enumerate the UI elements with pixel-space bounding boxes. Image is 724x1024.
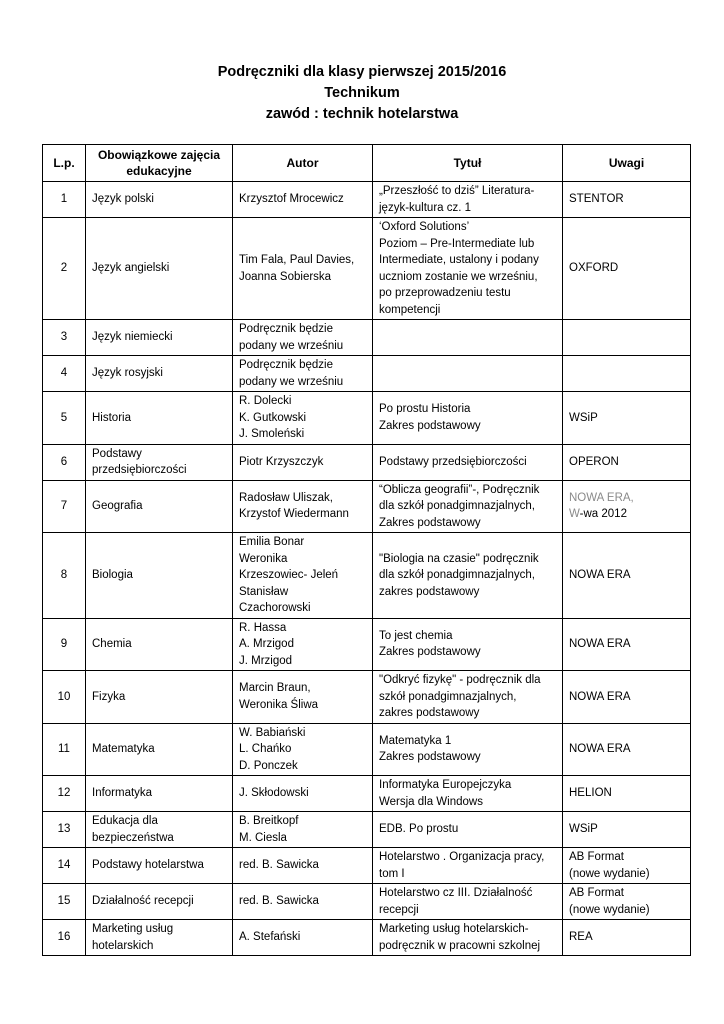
lp-cell: [43, 723, 86, 776]
subject-cell-text: Język niemiecki: [92, 331, 173, 344]
title-cell-text: "Biologia na czasie" podręcznik dla szkół ponadgimnazjalnych, zakres podstawowy: [379, 552, 539, 598]
table-row: [43, 671, 691, 724]
subject-cell: [86, 848, 233, 884]
title-cell-text: Hotelarstwo cz III. Działalność recepcji: [379, 887, 533, 916]
notes-cell: [563, 848, 691, 884]
lp-cell: [43, 392, 86, 445]
title-cell: [373, 218, 563, 320]
lp-cell-text: 3: [60, 331, 68, 344]
subject-cell: [86, 320, 233, 356]
notes-cell-text: WSiP: [569, 411, 598, 424]
notes-cell-text: NOWA ERA: [569, 743, 631, 755]
author-cell-text: red. B. Sawicka: [239, 895, 319, 908]
table-row: [43, 320, 691, 356]
header-notes: Uwagi: [563, 145, 691, 182]
title-cell: [373, 320, 563, 356]
title-cell: [373, 776, 563, 812]
notes-cell-text: AB Format (nowe wydanie): [569, 887, 650, 916]
notes-cell: [563, 723, 691, 776]
title-cell-text: “Oblicza geografii”-, Podręcznik dla szkół ponadgimnazjalnych, Zakres podstawowy: [379, 483, 540, 529]
author-cell: [233, 723, 373, 776]
table-row: [43, 920, 691, 956]
author-cell-text: W. Babiański L. Chańko D. Ponczek: [239, 726, 306, 772]
lp-cell-text: 11: [58, 743, 70, 755]
table-row: [43, 392, 691, 445]
notes-cell: [563, 444, 691, 480]
table-row: [43, 618, 691, 671]
lp-cell-text: 12: [57, 787, 71, 800]
subject-cell: [86, 671, 233, 724]
subject-cell-text: Informatyka: [92, 787, 153, 800]
title-cell: [373, 533, 563, 619]
subject-cell: [86, 444, 233, 480]
lp-cell: [43, 812, 86, 848]
table-row: [43, 444, 691, 480]
notes-cell: [563, 812, 691, 848]
lp-cell-text: 10: [57, 690, 71, 703]
lp-cell-text: 2: [60, 262, 68, 275]
author-cell: [233, 392, 373, 445]
title-cell-text: Po prostu Historia Zakres podstawowy: [379, 403, 481, 432]
lp-cell-text: 1: [60, 193, 68, 206]
subject-cell-text: Chemia: [92, 638, 132, 650]
notes-cell: [563, 920, 691, 956]
title-line-2: Technikum: [324, 85, 400, 101]
lp-cell-text: 4: [60, 367, 68, 380]
notes-cell-text: OPERON: [569, 455, 619, 468]
document-title: [0, 62, 724, 125]
notes-cell: [563, 392, 691, 445]
author-cell: [233, 920, 373, 956]
table-row: [43, 776, 691, 812]
subject-cell: [86, 884, 233, 920]
table-header-row: [43, 145, 691, 182]
author-cell-text: Radosław Uliszak, Krzystof Wiedermann: [239, 491, 349, 521]
notes-cell: [563, 218, 691, 320]
notes-publisher: NOWA ERA,: [569, 491, 634, 504]
author-cell: [233, 480, 373, 533]
author-cell: [233, 884, 373, 920]
subject-cell: [86, 392, 233, 445]
subject-cell-text: Podstawy hotelarstwa: [92, 859, 204, 872]
subject-cell: [86, 812, 233, 848]
subject-cell-text: Język rosyjski: [92, 367, 163, 380]
notes-cell-text: HELION: [569, 787, 612, 800]
lp-cell: [43, 444, 86, 480]
author-cell: [233, 533, 373, 619]
notes-cell: [563, 320, 691, 356]
lp-cell: [43, 618, 86, 671]
title-cell-text: "Odkryć fizykę" - podręcznik dla szkół ponadgimnazjalnych, zakres podstawowy: [379, 674, 541, 719]
lp-cell-text: 5: [60, 411, 68, 424]
textbook-table: [42, 144, 691, 956]
notes-cell-text: OXFORD: [569, 262, 619, 275]
subject-cell-text: Biologia: [92, 569, 133, 581]
notes-cell-text: NOWA ERA: [569, 569, 631, 581]
title-cell: [373, 723, 563, 776]
header-subject: Obowiązkowe zajęcia edukacyjne: [86, 145, 233, 182]
author-cell-text: B. Breitkopf M. Ciesla: [239, 815, 299, 844]
notes-cell-text: NOWA ERA: [569, 638, 631, 650]
title-cell: [373, 392, 563, 445]
author-cell: [233, 444, 373, 480]
lp-cell-text: 15: [57, 895, 71, 908]
title-cell: [373, 920, 563, 956]
lp-cell-text: 14: [57, 859, 71, 872]
notes-cell-text: WSiP: [569, 823, 598, 836]
author-cell-text: Marcin Braun, Weronika Śliwa: [239, 682, 319, 711]
author-cell-text: A. Stefański: [239, 931, 301, 944]
subject-cell-text: Podstawy przedsiębiorczości: [92, 447, 187, 476]
author-cell: [233, 218, 373, 320]
author-cell-text: R. Hassa A. Mrzigod J. Mrzigod: [239, 621, 294, 667]
subject-cell: [86, 218, 233, 320]
lp-cell-text: 9: [60, 638, 68, 650]
notes-cell-text: NOWA ERA: [569, 690, 631, 703]
table-row: [43, 533, 691, 619]
subject-cell: [86, 533, 233, 619]
notes-cell: [563, 533, 691, 619]
author-cell: [233, 320, 373, 356]
table-row: [43, 723, 691, 776]
lp-cell: [43, 776, 86, 812]
author-cell: [233, 812, 373, 848]
subject-cell: [86, 776, 233, 812]
table-row: [43, 182, 691, 218]
lp-cell-text: 7: [60, 500, 68, 512]
notes-cell-text: STENTOR: [569, 193, 624, 206]
subject-cell: [86, 356, 233, 392]
notes-cell: [563, 671, 691, 724]
lp-cell: [43, 848, 86, 884]
title-cell: [373, 356, 563, 392]
header-title: Tytuł: [373, 145, 563, 182]
notes-cell: [563, 618, 691, 671]
lp-cell: [43, 480, 86, 533]
title-cell-text: Hotelarstwo . Organizacja pracy, tom I: [379, 851, 545, 880]
lp-cell: [43, 920, 86, 956]
subject-cell-text: Marketing usług hotelarskich: [92, 923, 174, 952]
lp-cell: [43, 671, 86, 724]
title-line-1: Podręczniki dla klasy pierwszej 2015/2016: [217, 64, 507, 80]
header-lp: L.p.: [43, 145, 86, 182]
author-cell: [233, 671, 373, 724]
subject-cell-text: Działalność recepcji: [92, 895, 194, 908]
title-cell: [373, 671, 563, 724]
table-row: [43, 812, 691, 848]
notes-cell: [563, 884, 691, 920]
title-cell-text: Matematyka 1 Zakres podstawowy: [379, 734, 481, 764]
notes-cell: [563, 776, 691, 812]
author-cell-text: R. Dolecki K. Gutkowski J. Smoleński: [239, 395, 307, 440]
author-cell-text: Krzysztof Mrocewicz: [239, 193, 344, 206]
title-cell: [373, 182, 563, 218]
author-cell-text: red. B. Sawicka: [239, 859, 319, 872]
subject-cell-text: Edukacja dla bezpieczeństwa: [92, 815, 174, 844]
title-cell-text: Podstawy przedsiębiorczości: [379, 455, 527, 468]
author-cell: [233, 848, 373, 884]
lp-cell-text: 8: [60, 569, 68, 581]
lp-cell: [43, 218, 86, 320]
lp-cell: [43, 182, 86, 218]
title-line-3: zawód : technik hotelarstwa: [265, 106, 459, 122]
table-row: [43, 480, 691, 533]
title-cell-text: To jest chemia Zakres podstawowy: [379, 629, 481, 659]
notes-cell: [563, 182, 691, 218]
subject-cell: [86, 182, 233, 218]
subject-cell-text: Geografia: [92, 500, 143, 512]
subject-cell: [86, 723, 233, 776]
notes-cell-text: REA: [569, 931, 593, 944]
lp-cell-text: 6: [60, 455, 68, 468]
author-cell-text: Piotr Krzyszczyk: [239, 455, 324, 468]
table-row: [43, 884, 691, 920]
lp-cell: [43, 356, 86, 392]
lp-cell: [43, 533, 86, 619]
author-cell-text: Podręcznik będzie podany we wrześniu: [239, 323, 344, 352]
title-cell: [373, 848, 563, 884]
title-cell-text: EDB. Po prostu: [379, 823, 459, 836]
author-cell-text: Tim Fala, Paul Davies, Joanna Sobierska: [239, 254, 355, 283]
subject-cell-text: Matematyka: [92, 743, 155, 755]
notes-location: [569, 506, 684, 523]
subject-cell-text: Język polski: [92, 193, 154, 206]
lp-cell-text: 13: [57, 823, 71, 836]
table-row: [43, 218, 691, 320]
lp-cell: [43, 884, 86, 920]
author-cell: [233, 776, 373, 812]
title-cell-text: Informatyka Europejczyka Wersja dla Windows: [379, 779, 512, 808]
table-row: [43, 848, 691, 884]
author-cell: [233, 182, 373, 218]
notes-cell: [563, 480, 691, 533]
author-cell-text: Podręcznik będzie podany we wrześniu: [239, 359, 344, 388]
author-cell-text: J. Skłodowski: [239, 787, 309, 800]
author-cell-text: Emilia Bonar Weronika Krzeszowiec- Jeleń Stanisław Czachorowski: [239, 536, 339, 614]
subject-cell-text: Język angielski: [92, 262, 170, 275]
title-cell-text: „Przeszłość to dziś” Literatura- język-kultura cz. 1: [379, 185, 535, 214]
title-cell: [373, 812, 563, 848]
notes-cell-text: AB Format (nowe wydanie): [569, 851, 650, 880]
title-cell: [373, 618, 563, 671]
title-cell: [373, 884, 563, 920]
author-cell: [233, 356, 373, 392]
table-row: [43, 356, 691, 392]
notes-location-rest: -wa 2012: [579, 508, 627, 521]
lp-cell-text: 16: [57, 931, 71, 944]
subject-cell-text: Fizyka: [92, 690, 126, 703]
subject-cell: [86, 920, 233, 956]
title-cell-text: ‘Oxford Solutions’ Poziom – Pre-Intermediate lub Intermediate, ustalony i podany uczniom zostanie we wrześniu, po przeprowadzeniu testu kompetencji: [379, 221, 539, 316]
subject-cell: [86, 480, 233, 533]
header-author: Autor: [233, 145, 373, 182]
subject-cell-text: Historia: [92, 411, 131, 424]
lp-cell: [43, 320, 86, 356]
author-cell: [233, 618, 373, 671]
title-cell: [373, 444, 563, 480]
notes-cell: [563, 356, 691, 392]
notes-location-prefix: W: [569, 508, 580, 521]
title-cell-text: Marketing usług hotelarskich- podręcznik w pracowni szkolnej: [379, 923, 541, 952]
title-cell: [373, 480, 563, 533]
subject-cell: [86, 618, 233, 671]
